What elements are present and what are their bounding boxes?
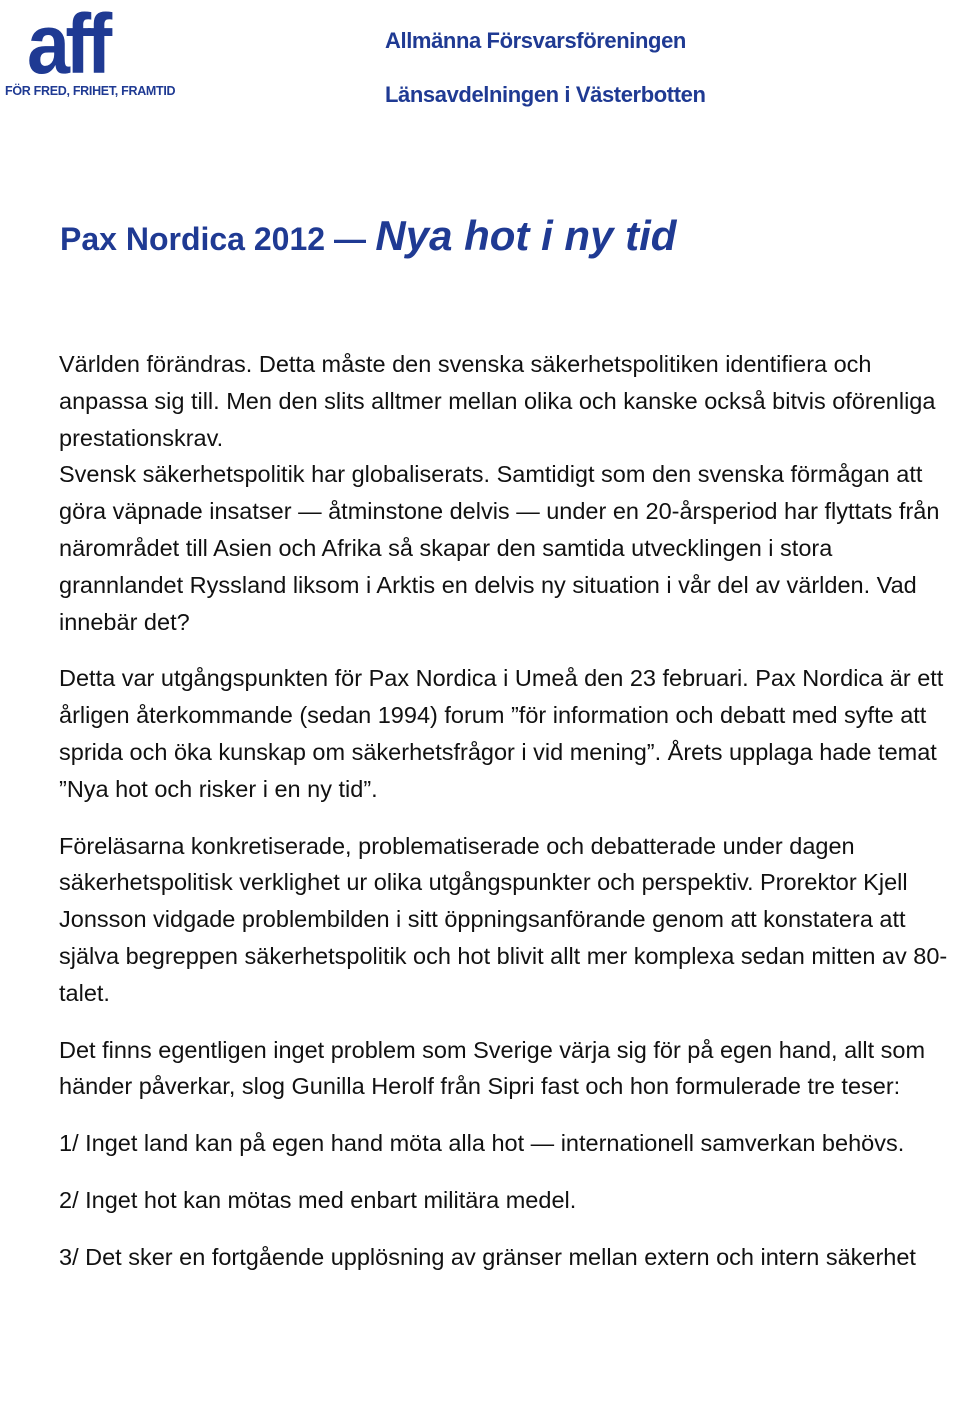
page-title (60, 212, 676, 263)
title-main: Pax Nordica 2012 — (60, 221, 366, 257)
article-body (59, 346, 959, 1276)
organization-name: Allmänna Försvarsföreningen (385, 28, 686, 53)
thesis-2: 2/ Inget hot kan mötas med enbart militära medel. (59, 1186, 577, 1213)
thesis-1: 1/ Inget land kan på egen hand möta alla hot — internationell samverkan behövs. (59, 1130, 905, 1157)
logo-tagline: FÖR FRED, FRIHET, FRAMTID (5, 84, 176, 98)
paragraph-lecturers: Föreläsarna konkretiserade, problematiserade och debatterade under dagen säkerhetspolitisk verklighet ur olika utgångspunkter och perspektiv. Prorektor Kjell Jonsson vidgade problembilden i sitt öppningsanförande genom att konstatera att själva begreppen säkerhetspolitik och hot blivit allt mer komplexa sedan mitten av 80-talet. (59, 832, 948, 1006)
aff-logo (5, 0, 176, 104)
organization-branch: Länsavdelningen i Västerbotten (385, 82, 706, 107)
paragraph-theses-intro: Det finns egentligen inget problem som Sverige värja sig för på egen hand, allt som händer påverkar, slog Gunilla Herolf från Sipri fast och hon formulerade tre teser: (59, 1036, 926, 1100)
letterhead (0, 0, 960, 130)
thesis-3: 3/ Det sker en fortgående upplösning av gränser mellan extern och intern säkerhet (59, 1243, 916, 1270)
paragraph-globalization: Svensk säkerhetspolitik har globaliserats. Samtidigt som den svenska förmågan att göra väpnade insatser — åtminstone delvis — under en 20-årsperiod har flyttats från närområdet till Asien och Afrika så skapar den samtida utvecklingen i stora grannlandet Ryssland liksom i Arktis en delvis ny situation i vår del av världen. Vad innebär det? (59, 461, 940, 635)
paragraph-pax-nordica: Detta var utgångspunkten för Pax Nordica i Umeå den 23 februari. Pax Nordica är ett årligen återkommande (sedan 1994) forum ”för information och debatt med syfte att sprida och öka kunskap om säkerhetsfrågor i vid mening”. Årets upplaga hade temat ”Nya hot och risker i en ny tid”. (59, 665, 944, 802)
title-italic: Nya hot i ny tid (375, 212, 677, 259)
paragraph-intro: Världen förändras. Detta måste den svenska säkerhetspolitiken identifiera och anpassa sig till. Men den slits alltmer mellan olika och kanske också bitvis oförenliga prestationskrav. (59, 351, 936, 451)
logo-letters: aff (27, 0, 108, 91)
